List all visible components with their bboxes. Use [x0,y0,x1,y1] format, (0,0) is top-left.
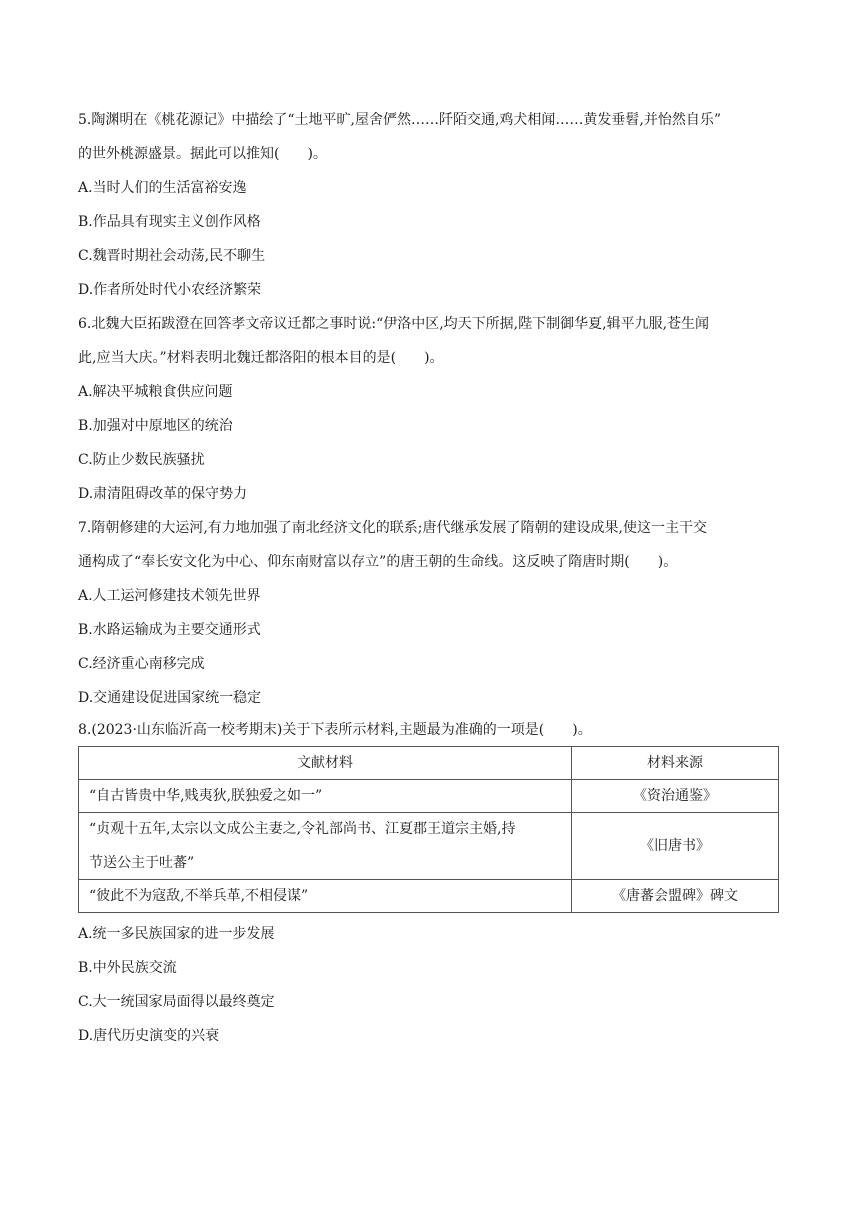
question-6-option-c: C.防止少数民族骚扰 [78,452,205,468]
question-6-option-a: A.解决平城粮食供应问题 [78,384,233,400]
question-7-stem-line-1: 7.隋朝修建的大运河,有力地加强了南北经济文化的联系;唐代继承发展了隋朝的建设成果,使这一主干交 [78,520,707,536]
question-7-option-c: C.经济重心南移完成 [78,656,205,672]
question-6-option-b: B.加强对中原地区的统治 [78,418,233,434]
table-cell-source: 《唐蕃会盟碑》碑文 [572,880,779,913]
question-8-option-a: A.统一多民族国家的进一步发展 [78,926,275,942]
question-8-option-c: C.大一统国家局面得以最终奠定 [78,994,275,1010]
question-7-option-d: D.交通建设促进国家统一稳定 [78,690,262,706]
material-table [78,746,779,913]
table-cell-source: 《旧唐书》 [572,813,779,880]
question-5-option-c: C.魏晋时期社会动荡,民不聊生 [78,248,266,264]
header-source: 材料来源 [572,747,779,780]
question-7-option-a: A.人工运河修建技术领先世界 [78,588,261,604]
header-literature: 文献材料 [79,747,572,780]
table-row [79,880,779,913]
question-6-stem-line-2: 此,应当大庆。”材料表明北魏迁都洛阳的根本目的是( )。 [78,350,444,366]
question-5-option-b: B.作品具有现实主义创作风格 [78,214,261,230]
question-8-stem: 8.(2023·山东临沂高一校考期末)关于下表所示材料,主题最为准确的一项是( )。 [78,722,592,738]
question-7-option-b: B.水路运输成为主要交通形式 [78,622,261,638]
question-8-option-d: D.唐代历史演变的兴衰 [78,1028,220,1044]
question-6-option-d: D.肃清阻碍改革的保守势力 [78,486,248,502]
table-cell-material: “贞观十五年,太宗以文成公主妻之,令礼部尚书、江夏郡王道宗主婚,持 节送公主于吐蕃” [79,813,572,880]
question-7-stem-line-2: 通构成了“奉长安文化为中心、仰东南财富以存立”的唐王朝的生命线。这反映了隋唐时期( )。 [78,554,678,570]
question-5-stem-line-1: 5.陶渊明在《桃花源记》中描绘了“土地平旷,屋舍俨然……阡陌交通,鸡犬相闻……黄发垂髫,并怡然自乐” [78,112,722,128]
question-6-stem-line-1: 6.北魏大臣拓跋澄在回答孝文帝议迁都之事时说:“伊洛中区,均天下所据,陛下制御华夏,辑平九服,苍生闻 [78,316,710,332]
question-5-option-a: A.当时人们的生活富裕安逸 [78,180,247,196]
table-header-row [79,747,779,780]
question-5-stem-line-2: 的世外桃源盛景。据此可以推知( )。 [78,146,327,162]
table-cell-material: “自古皆贵中华,贱夷狄,朕独爱之如一” [79,780,572,813]
table-cell-material: “彼此不为寇敌,不举兵革,不相侵谋” [79,880,572,913]
question-8-option-b: B.中外民族交流 [78,960,177,976]
table-row [79,780,779,813]
table-cell-source: 《资治通鉴》 [572,780,779,813]
table-row [79,813,779,880]
question-5-option-d: D.作者所处时代小农经济繁荣 [78,282,262,298]
